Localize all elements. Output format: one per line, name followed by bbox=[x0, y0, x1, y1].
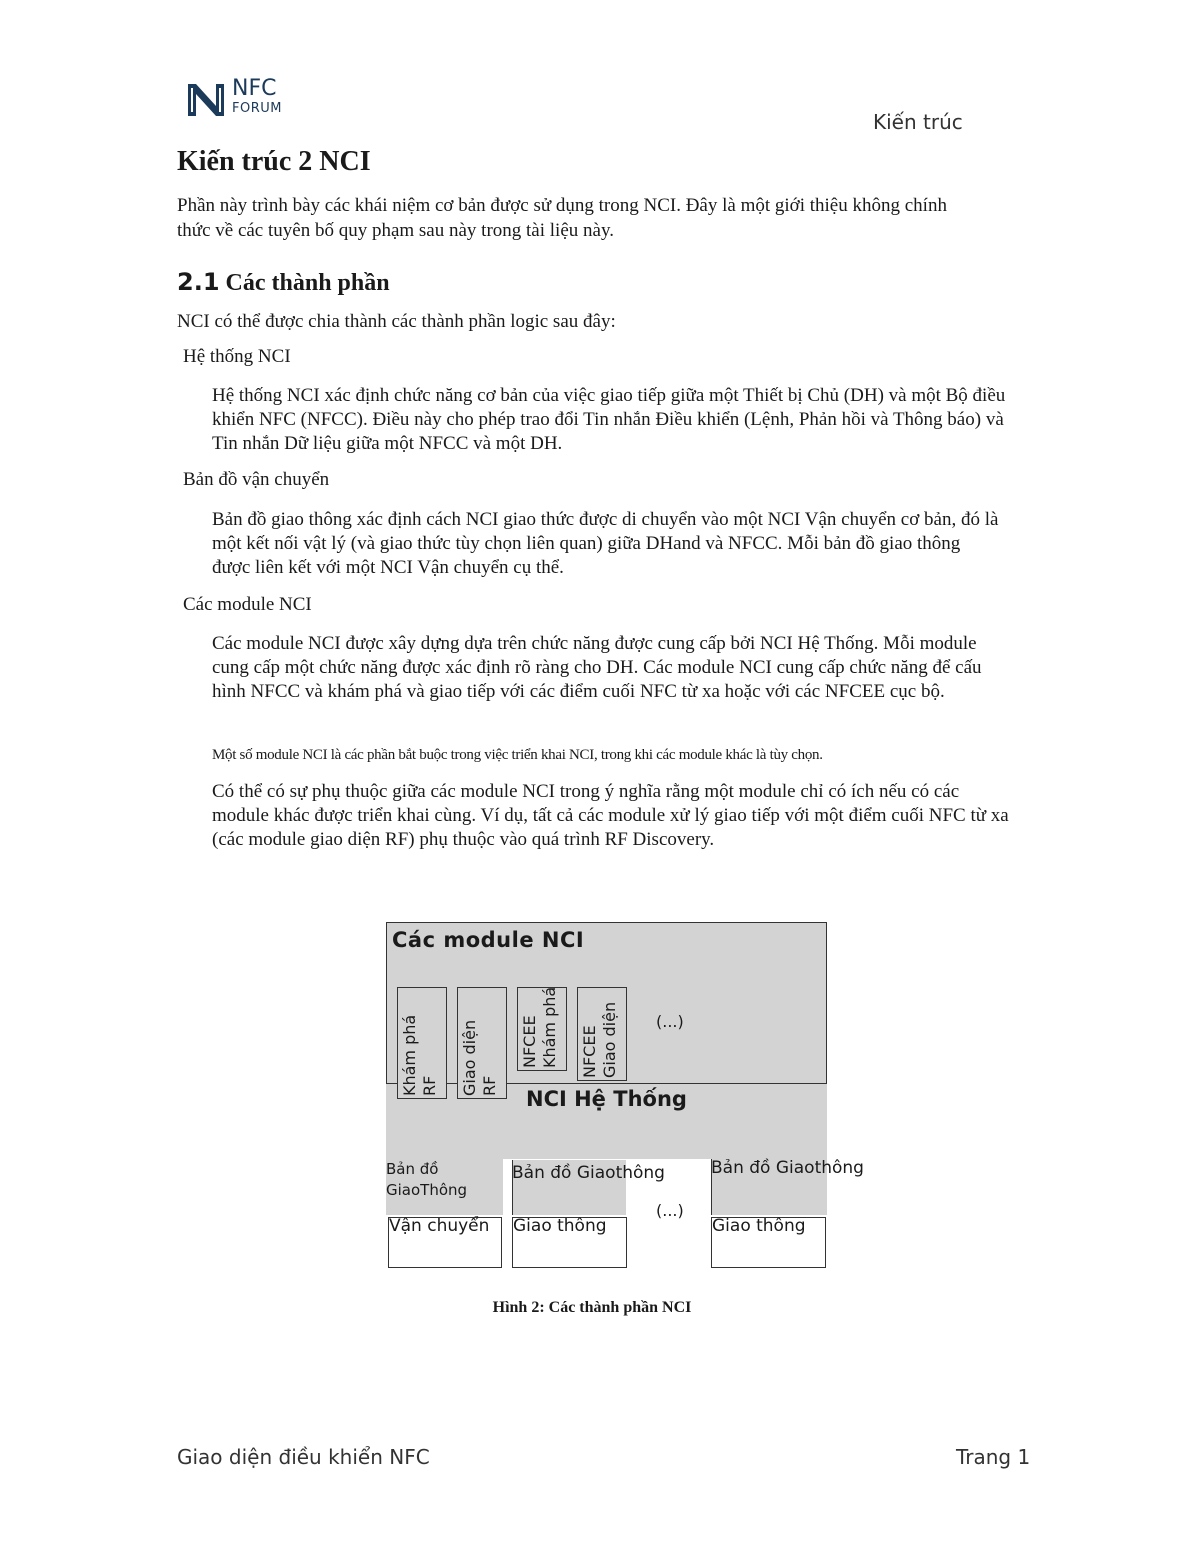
module-label: Giao diện RF bbox=[460, 1019, 499, 1096]
term-nci-modules: Các module NCI bbox=[183, 594, 312, 615]
subsection-title: Các thành phần bbox=[225, 270, 390, 296]
map-label-2: Bản đồ Giaothông bbox=[512, 1163, 665, 1183]
nfc-n-mark-icon bbox=[186, 80, 228, 120]
map-label-1: Bản đồ GiaoThông bbox=[386, 1160, 468, 1199]
map-label-3: Bản đồ Giaothông bbox=[711, 1158, 864, 1178]
nfc-forum-logo bbox=[186, 76, 296, 120]
term-transport-mapping: Bản đồ vận chuyển bbox=[183, 469, 330, 490]
page-number: Trang 1 bbox=[956, 1445, 1031, 1469]
module-nfcee-interface bbox=[577, 987, 627, 1081]
module-label: NFCEE Giao diện bbox=[580, 1001, 619, 1078]
module-label: NFCEE Khám phá bbox=[520, 986, 559, 1068]
def-nci-modules-1: Các module NCI được xây dựng dựa trên chức năng được cung cấp bởi NCI Hệ Thống. Mỗi module cung cấp một chức năng được xác định rõ ràng cho DH. Các module NCI cung cấp chức năng để cấu hình NFCC và khám phá và giao tiếp với các điểm cuối NFC từ xa hoặc với các NFCEE cục bộ. bbox=[212, 633, 982, 702]
module-nfcee-discovery bbox=[517, 987, 567, 1071]
section-intro: Phần này trình bày các khái niệm cơ bản được sử dụng trong NCI. Đây là một giới thiệu không chính thức về các tuyên bố quy phạm sau này trong tài liệu này. bbox=[177, 195, 947, 241]
nci-components-diagram bbox=[386, 922, 876, 1272]
maps-more: (...) bbox=[656, 1201, 684, 1220]
modules-more: (...) bbox=[656, 1012, 684, 1031]
term-nci-core: Hệ thống NCI bbox=[183, 346, 291, 367]
logo-text-nfc: NFC bbox=[232, 76, 277, 101]
subsection-lead: NCI có thể được chia thành các thành phần logic sau đây: bbox=[177, 311, 616, 332]
def-nci-modules-3: Có thể có sự phụ thuộc giữa các module NCI trong ý nghĩa rằng một module chỉ có ích nếu có các module khác được triển khai cùng. Ví dụ, tất cả các module xử lý giao tiếp với một điểm cuối NFC từ xa (các module giao diện RF) phụ thuộc vào quá trình RF Discovery. bbox=[212, 781, 1009, 850]
def-nci-core: Hệ thống NCI xác định chức năng cơ bản của việc giao tiếp giữa một Thiết bị Chủ (DH) và một Bộ điều khiển NFC (NFCC). Điều này cho phép trao đổi Tin nhắn Điều khiển (Lệnh, Phản hồi và Thông báo) và Tin nhắn Dữ liệu giữa một NFCC và một DH. bbox=[212, 385, 1006, 454]
logo-text-forum: FORUM bbox=[232, 101, 282, 116]
transport-box-2 bbox=[512, 1217, 627, 1268]
def-transport-mapping: Bản đồ giao thông xác định cách NCI giao thức được di chuyển vào một NCI Vận chuyển cơ bản, đó là một kết nối vật lý (và giao thức tùy chọn liên quan) giữa DHand và NFCC. Mỗi bản đồ giao thông được liên kết với một NCI Vận chuyển cụ thể. bbox=[212, 509, 999, 578]
figure-caption: Hình 2: Các thành phần NCI bbox=[492, 1299, 692, 1316]
module-rf-discovery bbox=[397, 987, 447, 1099]
subsection-number: 2.1 bbox=[177, 268, 220, 296]
footer-title: Giao diện điều khiển NFC bbox=[177, 1445, 430, 1469]
core-label: NCI Hệ Thống bbox=[526, 1087, 687, 1111]
module-rf-interface bbox=[457, 987, 507, 1099]
transport-label-1: Vận chuyển bbox=[389, 1216, 490, 1236]
modules-title: Các module NCI bbox=[392, 928, 585, 952]
section-title: Kiến trúc 2 NCI bbox=[177, 146, 371, 177]
def-nci-modules-2: Một số module NCI là các phần bắt buộc trong việc triển khai NCI, trong khi các module khác là tùy chọn. bbox=[212, 747, 823, 763]
transport-box-1 bbox=[388, 1217, 502, 1268]
module-label: Khám phá RF bbox=[400, 1014, 439, 1096]
subsection-heading bbox=[177, 268, 390, 297]
transport-label-2: Giao thông bbox=[513, 1216, 607, 1236]
running-header: Kiến trúc bbox=[873, 110, 963, 134]
transport-label-3: Giao thông bbox=[712, 1216, 806, 1236]
transport-box-3 bbox=[711, 1217, 826, 1268]
